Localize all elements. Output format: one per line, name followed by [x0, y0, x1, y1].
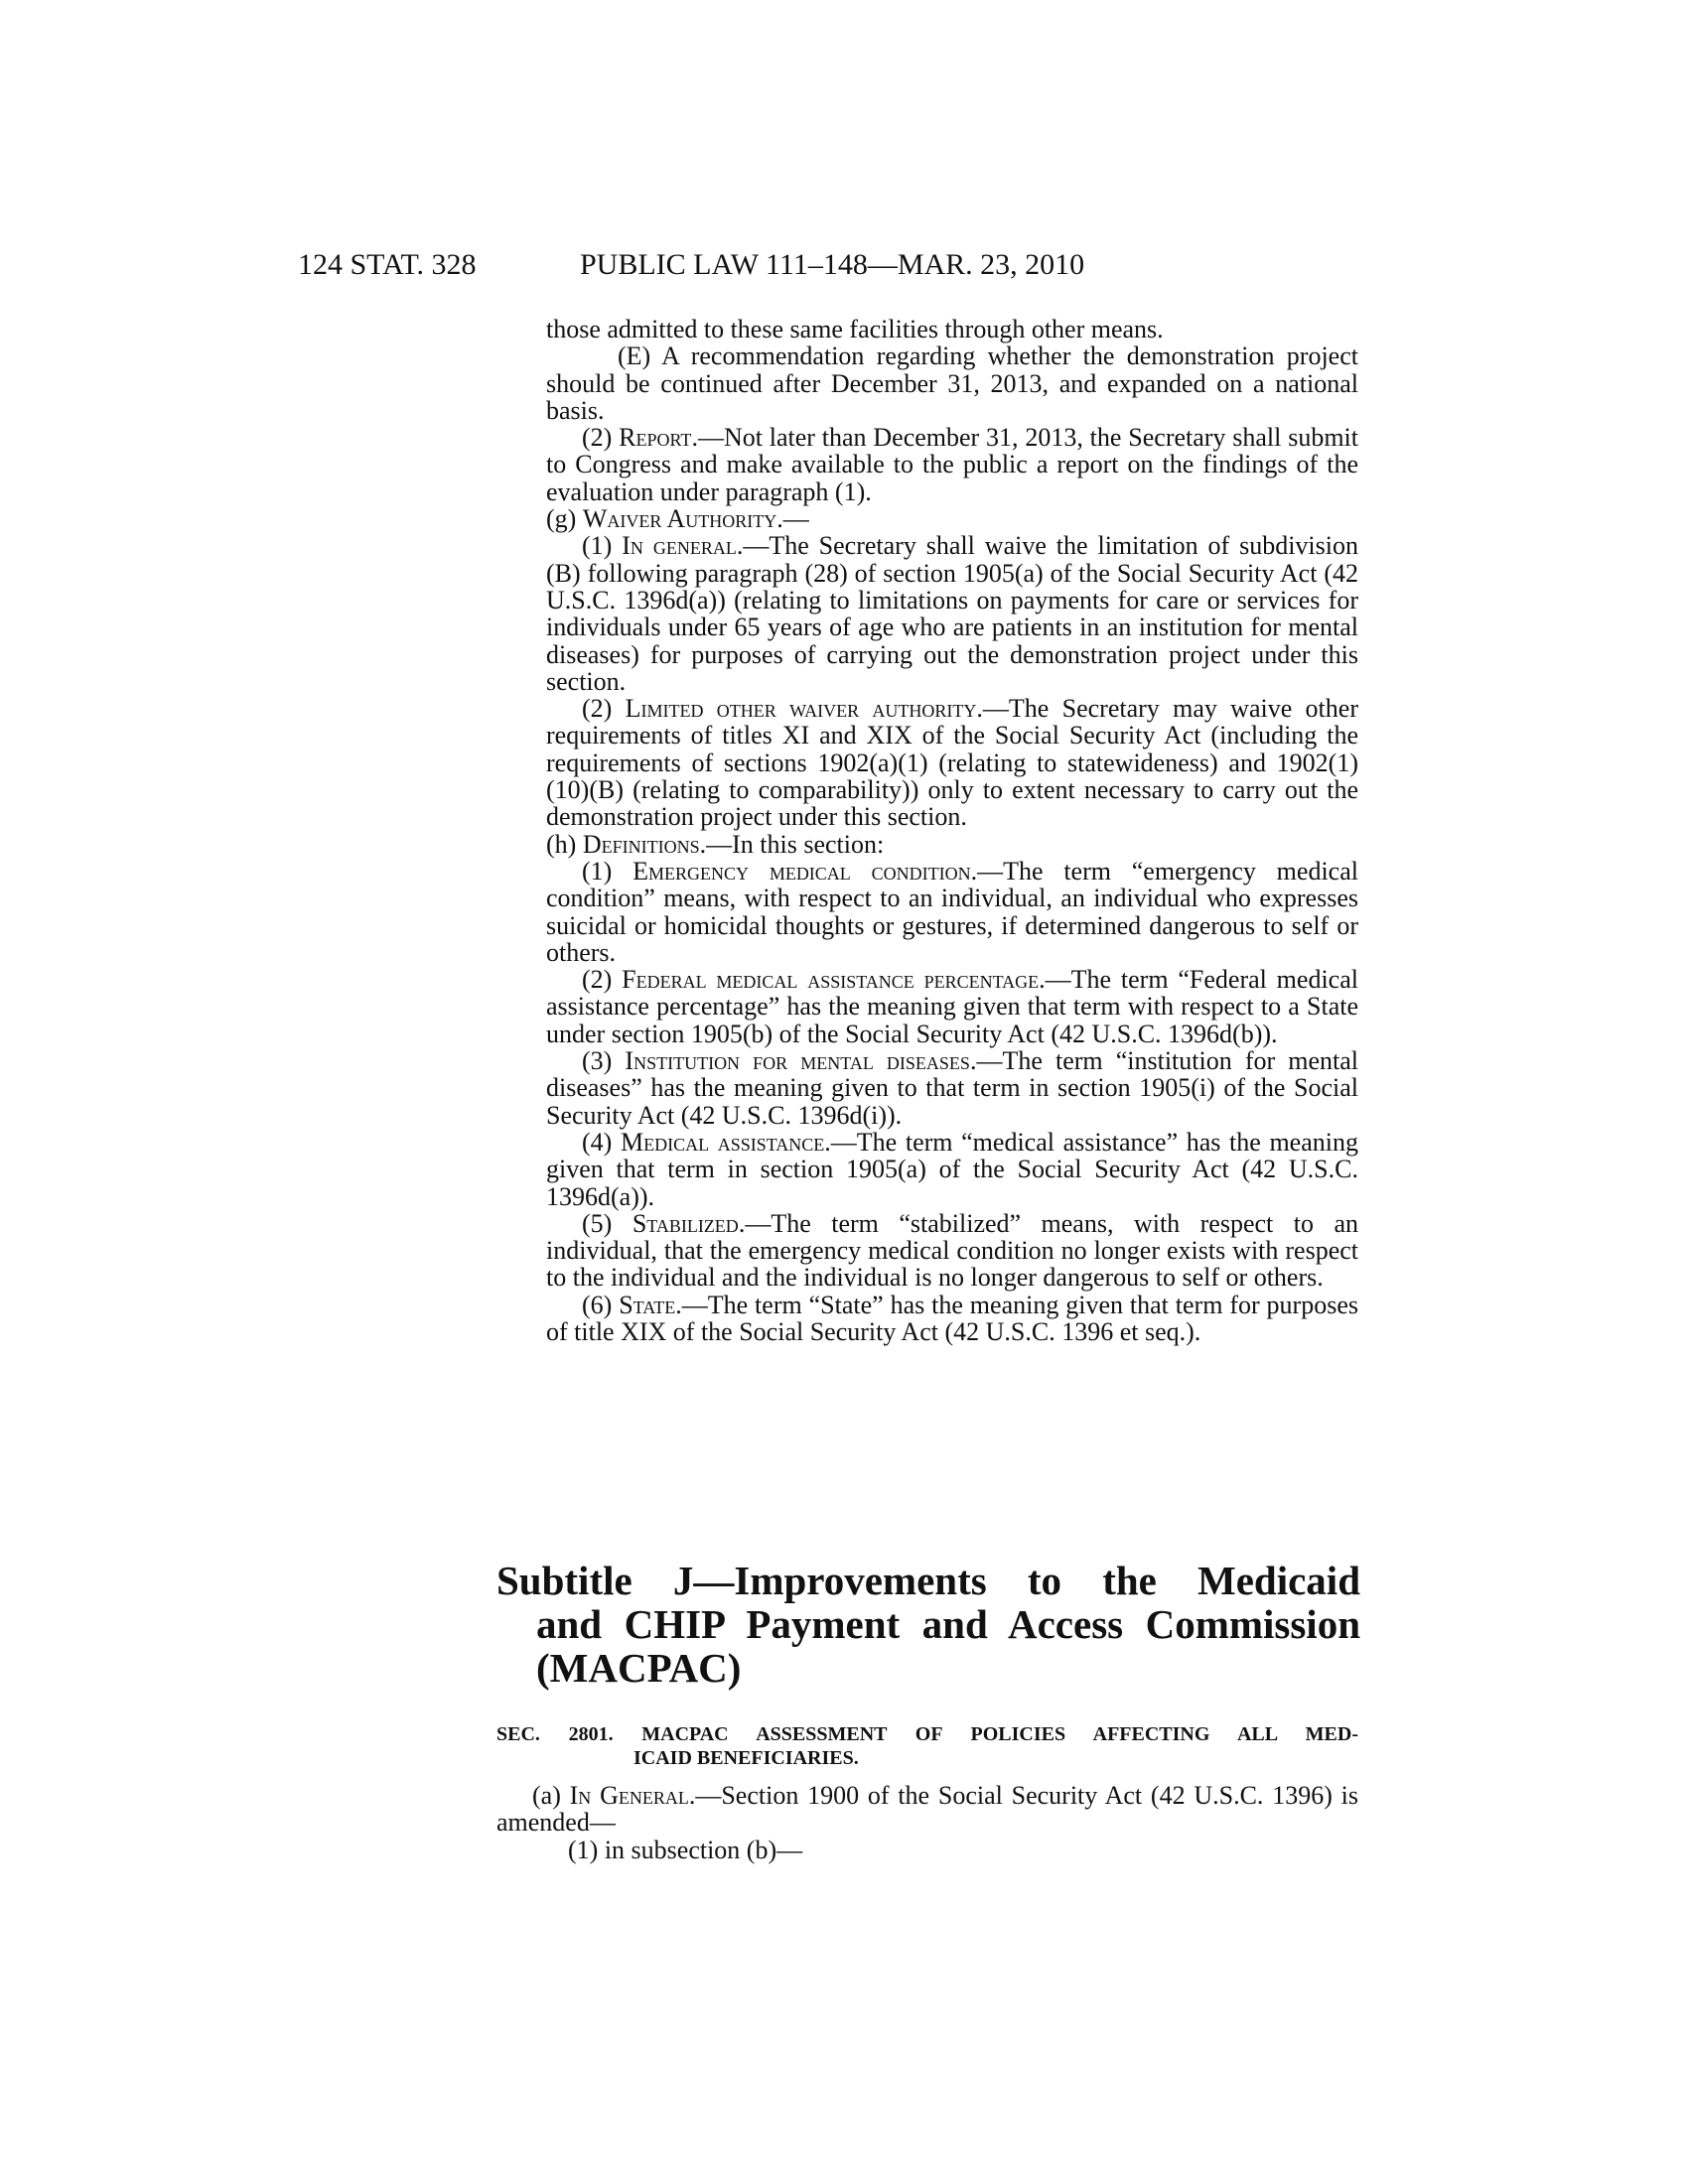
heading-definitions: Definitions: [582, 829, 700, 859]
paragraph-report: (2) Report.—Not later than December 31, 2013, the Secretary shall submit to Congress and make available to the public a report on the findings of the evaluation under paragraph (1).: [546, 423, 1358, 506]
heading-in-general: In general: [622, 531, 737, 561]
paragraph-a: (a) In General.—Section 1900 of the Social Security Act (42 U.S.C. 1396) is amended—: [496, 1781, 1358, 1838]
heading-state: State: [619, 1290, 676, 1319]
heading-imd: Institution for mental diseases: [625, 1046, 970, 1076]
public-law-title: PUBLIC LAW 111–148—MAR. 23, 2010: [580, 248, 1085, 281]
stat-page-number: 124 STAT. 328: [298, 248, 477, 281]
heading-stabilized: Stabilized: [632, 1208, 739, 1238]
definition-3: (3) Institution for mental diseases.—The term “institution for mental diseases” has the meaning given to that term in section 1905(i) of the Social Security Act (42 U.S.C. 1396d(i)).: [546, 1046, 1358, 1130]
heading-in-general-a: In General: [569, 1781, 689, 1810]
section-heading: [496, 1722, 1358, 1770]
paragraph-a1: (1) in subsection (b)—: [568, 1835, 803, 1864]
definition-4: (4) Medical assistance.—The term “medical assistance” has the meaning given that term in section 1905(a) of the Social Security Act (42 U.S.C. 1396d(a)).: [546, 1127, 1358, 1211]
page-header: [0, 248, 1688, 288]
heading-fmap: Federal medical assistance percentage: [622, 965, 1040, 995]
section-heading-line-2: ICAID BENEFICIARIES.: [633, 1747, 859, 1769]
subtitle-line-rest: and CHIP Payment and Access Commission (MACPAC): [536, 1601, 1360, 1691]
definition-5: (5) Stabilized.—The term “stabilized” means, with respect to an individual, that the emergency medical condition no longer exists with respect to the individual and the individual is no longer dangerous to self or others.: [546, 1208, 1358, 1293]
section-body: [496, 1782, 1358, 1863]
paragraph-continuation: those admitted to these same facilities through other means.: [546, 315, 1164, 343]
paragraph-g1: (1) In general.—The Secretary shall waive the limitation of subdivision (B) following paragraph (28) of section 1905(a) of the Social Security Act (42 U.S.C. 1396d(a)) (relating to limitations on payments for care or services for individuals under 65 years of age who are patients in an institution for mental diseases) for purposes of carrying out the demonstration project under this section.: [546, 531, 1358, 696]
paragraph-g2: (2) Limited other waiver authority.—The Secretary may waive other requirements of titles XI and XIX of the Social Security Act (including the requirements of sections 1902(a)(1) (relating to statewideness) and 1902(1)(10)(B) (relating to comparability)) only to extent necessary to carry out the demonstration project under this section.: [546, 694, 1358, 832]
heading-waiver-authority: Waiver Authority: [582, 504, 777, 534]
body-text: [546, 316, 1358, 1345]
paragraph-g: (g) Waiver Authority.—: [546, 504, 809, 534]
paragraph-e: (E) A recommendation regarding whether the demonstration project should be continued after December 31, 2013, and expanded on a national basis.: [546, 341, 1358, 425]
section-heading-line-1: SEC. 2801. MACPAC ASSESSMENT OF POLICIES AFFECTING ALL MED-: [496, 1723, 1358, 1745]
subtitle-heading: [496, 1559, 1360, 1690]
heading-emergency: Emergency medical condition: [633, 856, 971, 886]
definition-6: (6) State.—The term “State” has the meaning given that term for purposes of title XIX of the Social Security Act (42 U.S.C. 1396 et seq.).: [546, 1290, 1358, 1346]
subtitle-line-1: Subtitle J—Improvements to the Medicaid: [496, 1558, 1360, 1603]
heading-report: Report: [619, 423, 692, 453]
definition-1: (1) Emergency medical condition.—The term “emergency medical condition” means, with respect to an individual, an individual who expresses suicidal or homicidal thoughts or gestures, if determined dangerous to self or others.: [546, 856, 1358, 967]
heading-limited-waiver: Limited other waiver authority: [625, 694, 977, 724]
paragraph-h: (h) Definitions.—In this section:: [546, 829, 885, 859]
definition-2: (2) Federal medical assistance percentage.—The term “Federal medical assistance percentage” has the meaning given that term with respect to a State under section 1905(b) of the Social Security Act (42 U.S.C. 1396d(b)).: [546, 965, 1358, 1048]
heading-medical-assistance: Medical assistance: [620, 1127, 825, 1157]
